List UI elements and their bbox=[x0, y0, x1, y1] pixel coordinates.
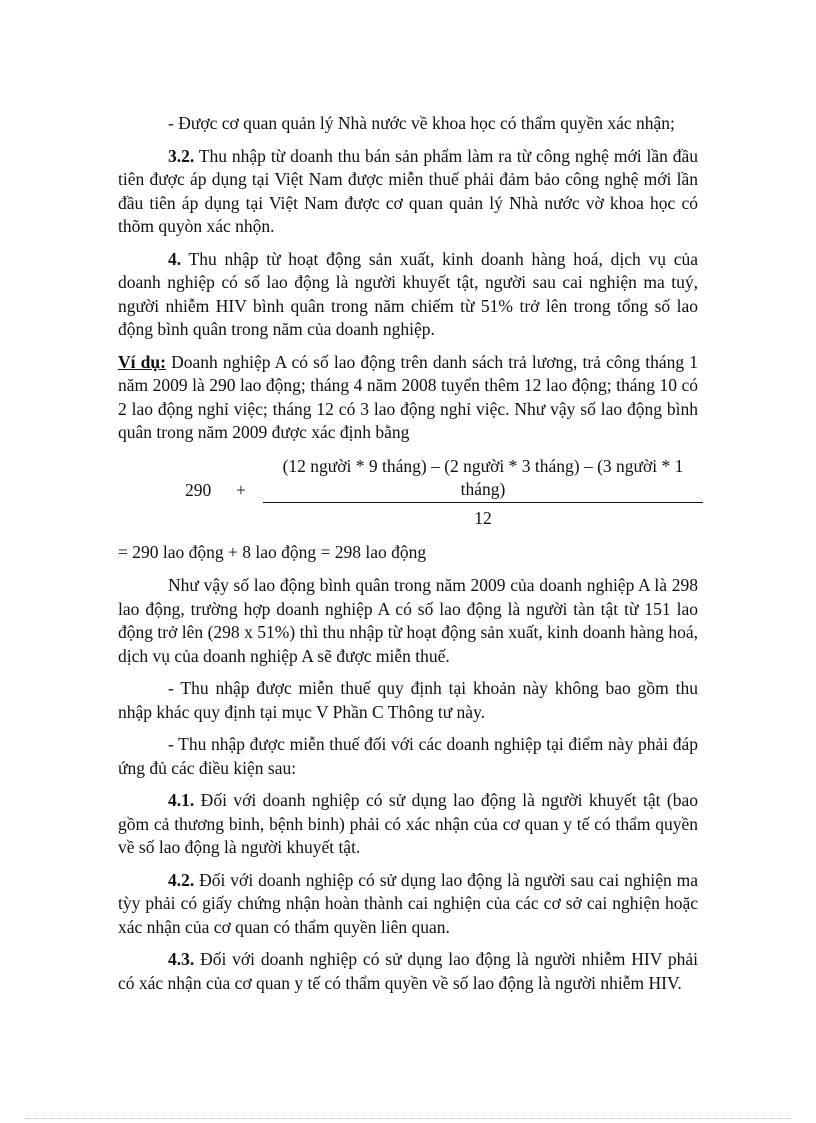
section-number: 4.1. bbox=[168, 790, 195, 810]
paragraph-text: Đối với doanh nghiệp có sử dụng lao động là người nhiễm HIV phải có xác nhận của cơ quan y tế có thẩm quyền về số lao động là người nhiễm HIV. bbox=[118, 949, 698, 993]
formula-denominator: 12 bbox=[474, 507, 492, 528]
formula-numerator: (12 người * 9 tháng) – (2 người * 3 tháng) – (3 người * 1 tháng) bbox=[282, 455, 684, 499]
formula bbox=[118, 455, 698, 531]
paragraph-conclusion: Như vậy số lao động bình quân trong năm 2009 của doanh nghiệp A là 298 lao động, trường hợp doanh nghiệp A có số lao động là người tàn tật từ 151 lao động trở lên (298 x 51%) thì thu nhập từ hoạt động sản xuất, kinh doanh hàng hoá, dịch vụ của doanh nghiệp A sẽ được miễn thuế. bbox=[118, 575, 698, 666]
section-number: 4.3. bbox=[168, 949, 195, 969]
section-number: 4. bbox=[168, 248, 182, 269]
paragraph-3-2 bbox=[118, 145, 698, 239]
section-number: 4.2. bbox=[168, 869, 195, 890]
paragraph-4-2 bbox=[118, 869, 698, 940]
formula-base: 290 bbox=[185, 479, 212, 500]
paragraph-4-3 bbox=[118, 948, 698, 995]
example-label: Ví dụ: bbox=[118, 351, 166, 372]
formula-plus: + bbox=[236, 479, 246, 500]
section-number: 3.2. bbox=[168, 145, 195, 166]
paragraph-text: Thu nhập từ hoạt động sản xuất, kinh doanh hàng hoá, dịch vụ của doanh nghiệp có số lao động là người khuyết tật, người sau cai nghiện ma tuý, người nhiễm HIV bình quân trong năm chiếm từ 51% trở lên trong tổng số lao động bình quân trong năm của doanh nghiệp. bbox=[118, 248, 698, 339]
paragraph-text: Thu nhập từ doanh thu bán sản phẩm làm ra từ công nghệ mới lần đầu tiên được áp dụng tại Việt Nam được miễn thuế phải đảm bảo công nghệ mới lần đầu tiên áp dụng tại Việt Nam được cơ quan quản lý Nhà nước vờ khoa học có thõm quyòn xác nhộn. bbox=[118, 145, 698, 236]
fraction-line bbox=[263, 502, 703, 503]
paragraph-exclusion: - Thu nhập được miễn thuế quy định tại khoản này không bao gồm thu nhập khác quy định tại mục V Phần C Thông tư này. bbox=[118, 678, 698, 722]
paragraph-4-1 bbox=[118, 789, 698, 860]
paragraph-4 bbox=[118, 248, 698, 342]
paragraph-conditions: - Thu nhập được miễn thuế đối với các doanh nghiệp tại điểm này phải đáp ứng đủ các điều kiện sau: bbox=[118, 734, 698, 778]
page-bottom-divider bbox=[24, 1118, 792, 1119]
paragraph-text: Đối với doanh nghiệp có sử dụng lao động là người khuyết tật (bao gồm cả thương binh, bệnh binh) phải có xác nhận của cơ quan y tế có thẩm quyền về số lao động là người khuyết tật. bbox=[118, 790, 698, 857]
formula-result: = 290 lao động + 8 lao động = 298 lao động bbox=[118, 541, 427, 562]
document-body bbox=[118, 112, 698, 1004]
paragraph-text: Đối với doanh nghiệp có sử dụng lao động là người sau cai nghiện ma tỳy phải có giấy chứng nhận hoàn thành cai nghiện của các cơ sở cai nghiện hoặc xác nhận của cơ quan có thẩm quyền liên quan. bbox=[118, 869, 698, 937]
paragraph-example bbox=[118, 351, 698, 445]
example-text: Doanh nghiệp A có số lao động trên danh sách trả lương, trả công tháng 1 năm 2009 là 290 lao động; tháng 4 năm 2008 tuyển thêm 12 lao động; tháng 10 có 2 lao động nghỉ việc; tháng 12 có 3 lao động nghỉ việc. Như vậy số lao động bình quân trong năm 2009 được xác định bằng bbox=[118, 351, 698, 442]
paragraph-confirmation: - Được cơ quan quản lý Nhà nước về khoa học có thẩm quyền xác nhận; bbox=[168, 113, 675, 133]
